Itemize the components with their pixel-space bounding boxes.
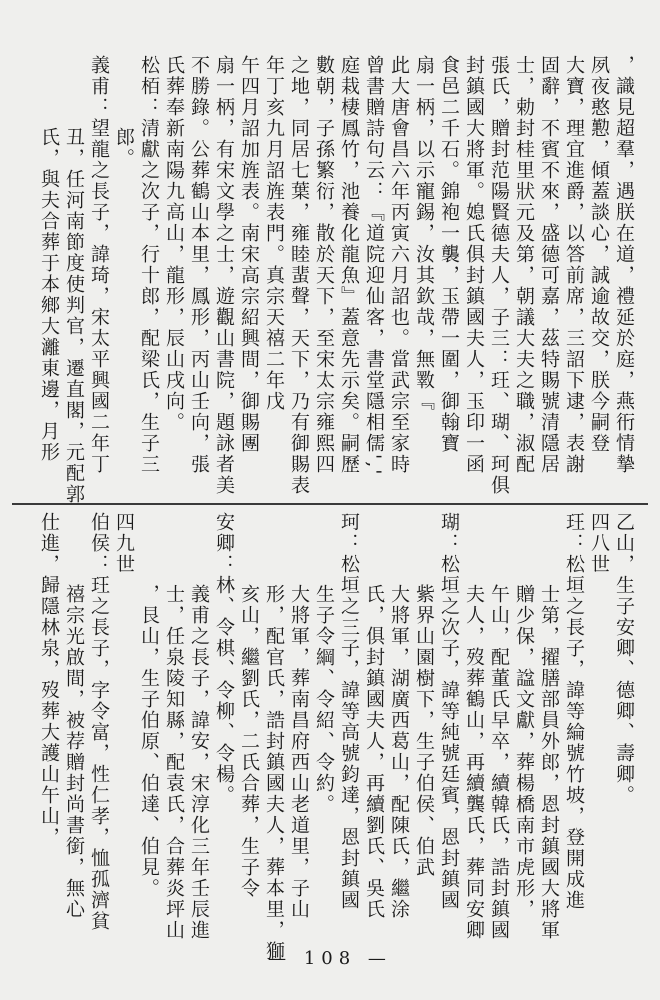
upper-text-column: 曾書贈詩句云：『道院迎仙客，書堂隱相儒',' [363, 55, 385, 477]
lower-text-column: 伯侯：玨之長子，字令富，性仁孝，恤孤濟貧 [88, 512, 110, 932]
upper-text-column: 扇一柄，有宋文學之士，遊觀山書院，題詠者美 [213, 55, 235, 496]
upper-text-column: 此大唐會昌六年丙寅六月詔也。當武宗至家時 [388, 55, 410, 475]
lower-text-column: 大將軍，葬南昌府西山老道里，子山 [288, 584, 310, 920]
upper-text-column: 氏葬奉新南陽九高山，龍形，辰山戌向。 [163, 55, 185, 433]
upper-text-column: 氏，與夫合葬于本鄉大灕東邊，月形 [38, 127, 60, 463]
section-divider [12, 503, 648, 505]
lower-text-column: 氏，俱封鎮國夫人，再續劉氏、吳氏 [363, 584, 385, 920]
upper-text-column: 丑，任河南節度使判官，遷直閣，元配郭 [63, 127, 85, 505]
lower-text-column: 玨：松垣之長子，諱等綸號竹坡，登開成進 [563, 512, 585, 911]
upper-text-column: 扇一柄，以示寵錫，汝其欽哉，無斁『 [413, 55, 435, 412]
upper-text-column: 郎。 [113, 127, 135, 169]
upper-text-column: 食邑二千石。錦袍一襲，玉帶一圍，御翰寶 [438, 55, 460, 454]
upper-text-column: 年丁亥九月詔旌表門。真宗天禧二年戊 [263, 55, 285, 412]
lower-text-column: 午山，配董氏早卒，續韓氏，誥封鎮國 [488, 584, 510, 941]
upper-text-column: 午四月詔加旌表。南宋高宗紹興間，御賜團 [238, 55, 260, 454]
lower-text-column: ，艮山，生子伯原、伯達、伯見。 [138, 584, 160, 899]
lower-text-column: 珂：松垣之三子，諱等高號鈞達，恩封鎮國 [338, 512, 360, 911]
upper-text-column: 大寶，理宜進爵，以答前席，三詔下逮，表謝 [563, 55, 585, 475]
lower-text-column: 義甫之長子，諱安，宋淳化三年壬辰進 [188, 584, 210, 941]
page-number: — 108 — [268, 948, 392, 969]
lower-text-column: 生子令綱、令紹、令約。 [313, 584, 335, 815]
lower-text-column: 夫人，歿葬鶴山，再續龔氏，葬同安卿 [463, 584, 485, 941]
upper-text-column: 之地，同居七葉，雍睦蜚聲，天下，乃有御賜表 [288, 55, 310, 496]
lower-text-column: 大將軍，湖廣西葛山，配陳氏，繼涂 [388, 584, 410, 920]
upper-text-column: 張氏，贈封范陽賢德夫人，子三：玨、瑚、珂俱 [488, 55, 510, 496]
lower-text-column: 紫界山園樹下，生子伯侯、伯武 [413, 584, 435, 878]
lower-text-column: 仕進，歸隱林泉，歿葬大護山午山， [38, 512, 60, 848]
upper-text-column: 夙夜憨懃，傾蓋談心，誠逾故交，朕今嗣登 [588, 55, 610, 454]
upper-text-column: 庭栽棲鳳竹，池養化龍魚』蓋意先示矣。嗣歷 [338, 55, 360, 475]
lower-text-column: 形，配官氏，誥封鎮國夫人，葬本里，獅 [263, 584, 285, 962]
upper-text-column: 數朝，子孫繁衍，散於天下，至宋太宗雍熙四 [313, 55, 335, 475]
upper-text-block [0, 55, 660, 505]
lower-text-column: 贈少保，諡文獻，葬楊橋南市虎形， [513, 584, 535, 920]
lower-text-column: 安卿：林、令棋、令柳、令楊。 [213, 512, 235, 806]
upper-text-column: 固辭，不賓不來，盛德可嘉，茲特賜號清隱居 [538, 55, 560, 475]
lower-text-column: 四八世 [588, 512, 610, 575]
upper-text-column: ，識見超羣，遇朕在道，禮延於庭，燕衎情摯 [613, 55, 635, 475]
lower-text-column: 乙山，生子安卿、德卿、壽卿。 [613, 512, 635, 806]
lower-text-column: 士，任泉陵知縣，配袁氏，合葬炎坪山 [163, 584, 185, 941]
lower-text-column: 亥山，繼劉氏，二氏合葬，生子令 [238, 584, 260, 899]
upper-text-column: 封鎮國大將軍。媳氏俱封鎮國夫人，玉印一函 [463, 55, 485, 475]
lower-text-column: 禧宗光啟間，被荐贈封尚書銜，無心 [63, 584, 85, 920]
upper-text-column: 不勝錄。公葬鶴山本里，鳳形，丙山壬向，張 [188, 55, 210, 475]
upper-text-column: 義甫：望龍之長子，諱琦，宋太平興國二年丁 [88, 55, 110, 475]
lower-text-column: 士第，擢膳部員外郎，恩封鎮國大將軍 [538, 584, 560, 941]
upper-text-column: 松栢：清獻之次子，行十郎，配梁氏，生子三 [138, 55, 160, 475]
lower-text-column: 四九世 [113, 512, 135, 575]
upper-text-column: 士，勅封桂里狀元及第，朝議大夫之職，淑配 [513, 55, 535, 475]
lower-text-column: 瑚：松垣之次子，諱等純號廷賓，恩封鎮國 [438, 512, 460, 911]
